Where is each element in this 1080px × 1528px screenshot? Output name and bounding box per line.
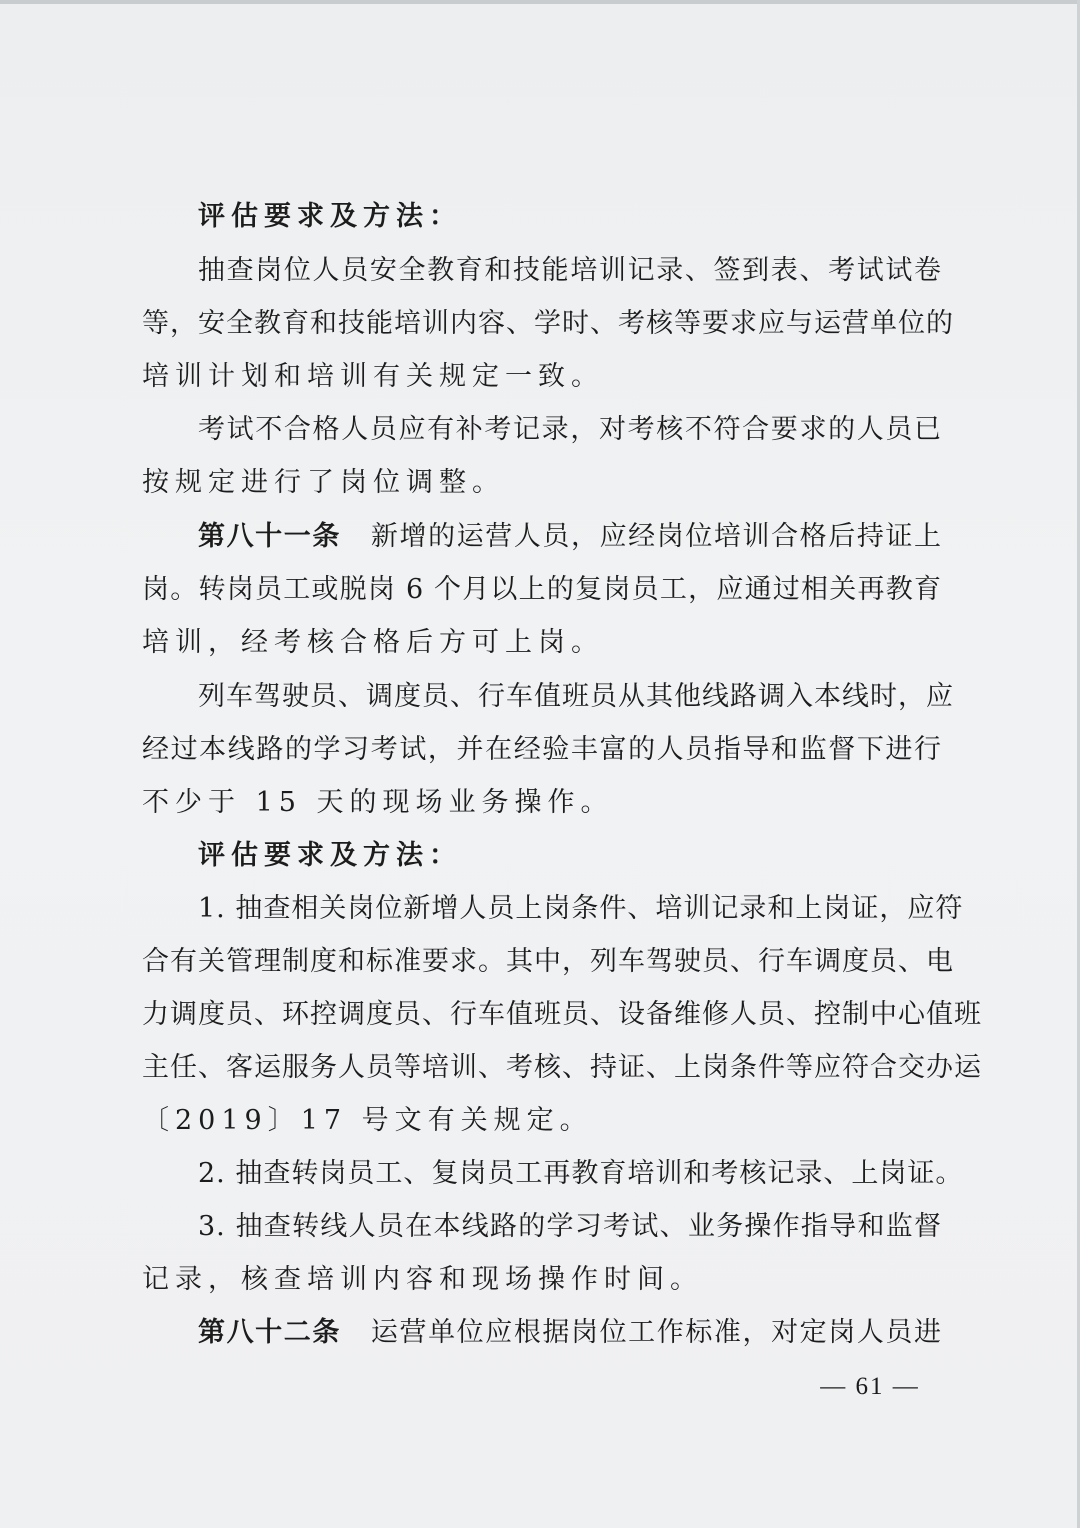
article-number: 第八十一条 [198,521,341,552]
list-item-line: 力调度员、环控调度员、行车值班员、设备维修人员、控制中心值班 [142,999,982,1030]
article-number: 第八十二条 [198,1317,341,1348]
list-item-line: 合有关管理制度和标准要求。其中，列车驾驶员、行车调度员、电 [142,946,954,977]
scan-edge-top [0,0,1080,4]
list-item-line: 1. 抽查相关岗位新增人员上岗条件、培训记录和上岗证，应符 [198,893,964,924]
list-item-line: 2. 抽查转岗员工、复岗员工再教育培训和考核记录、上岗证。 [198,1158,964,1189]
list-item-line: 记录，核查培训内容和现场操作时间。 [142,1264,703,1295]
paragraph-line: 培训，经考核合格后方可上岗。 [142,627,604,658]
section-heading: 评估要求及方法： [198,840,462,871]
paragraph-line: 按规定进行了岗位调整。 [142,467,505,498]
page-number: — 61 — [820,1373,920,1400]
paragraph-line: 抽查岗位人员安全教育和技能培训记录、签到表、考试试卷 [198,255,942,286]
paragraph-line: 岗。转岗员工或脱岗 6 个月以上的复岗员工，应通过相关再教育 [142,574,942,605]
list-item-line: 主任、客运服务人员等培训、考核、持证、上岗条件等应符合交办运 [142,1052,982,1083]
article-text: 运营单位应根据岗位工作标准，对定岗人员进 [370,1317,943,1348]
article-82-line [198,1316,942,1350]
list-item-line: 〔2019〕17 号文有关规定。 [142,1105,593,1136]
section-heading: 评估要求及方法： [198,201,462,232]
paragraph-line: 经过本线路的学习考试，并在经验丰富的人员指导和监督下进行 [142,734,942,765]
paragraph-line: 培训计划和培训有关规定一致。 [142,361,604,392]
paragraph-line: 不少于 15 天的现场业务操作。 [142,787,614,818]
paragraph-line: 列车驾驶员、调度员、行车值班员从其他线路调入本线时，应 [198,681,954,712]
paragraph-line: 考试不合格人员应有补考记录，对考核不符合要求的人员已 [198,414,942,445]
article-81-line [198,520,942,554]
list-item-line: 3. 抽查转线人员在本线路的学习考试、业务操作指导和监督 [198,1211,942,1242]
article-text: 新增的运营人员，应经岗位培训合格后持证上 [370,521,943,552]
paragraph-line: 等，安全教育和技能培训内容、学时、考核等要求应与运营单位的 [142,308,954,339]
